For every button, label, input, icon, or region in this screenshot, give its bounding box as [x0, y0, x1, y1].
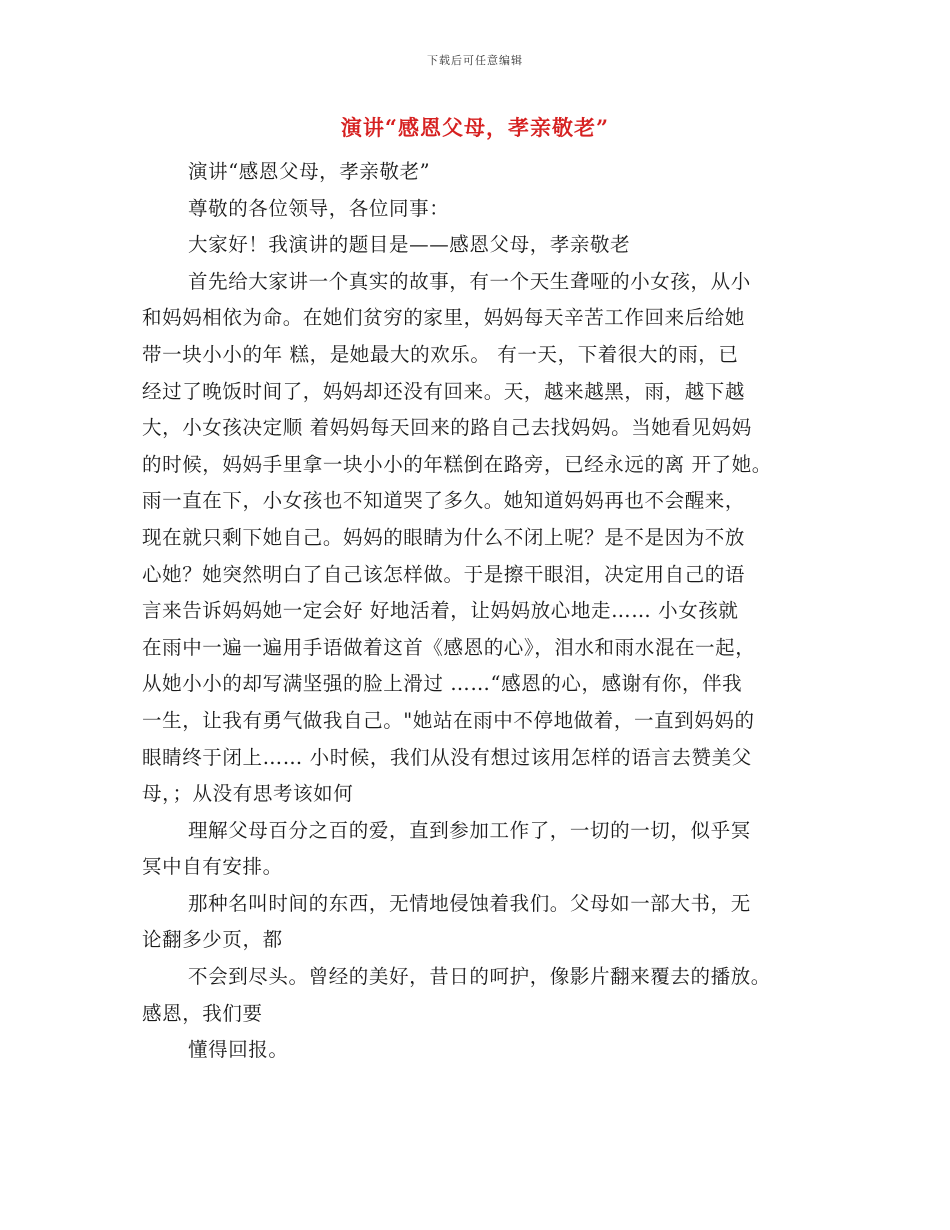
text-line: 一生，让我有勇气做我自己。"她站在雨中不停地做着，一直到妈妈的 [142, 708, 755, 732]
text-line: 演讲“感恩父母，孝亲敬老” [188, 160, 431, 183]
text-line: 尊敬的各位领导，各位同事： [188, 196, 450, 220]
text-line: 雨一直在下，小女孩也不知道哭了多久。她知道妈妈再也不会醒来， [142, 489, 746, 513]
text-line: 心她？她突然明白了自己该怎样做。于是擦干眼泪，决定用自己的语 [142, 562, 746, 586]
text-line: 带一块小小的年 糕，是她最大的欢乐。 有一天，下着很大的雨，已 [142, 342, 739, 366]
text-line: 大，小女孩决定顺 着妈妈每天回来的路自己去找妈妈。当她看见妈妈 [142, 416, 752, 440]
text-line: 大家好！我演讲的题目是——感恩父母，孝亲敬老 [188, 233, 631, 257]
text-line: 的时候，妈妈手里拿一块小小的年糕倒在路旁，已经永远的离 开了她。 [142, 452, 772, 476]
document-title: 演讲“感恩父母，孝亲敬老” [340, 115, 610, 140]
text-line: 母，；从没有思考该如何 [142, 782, 354, 806]
text-line: 经过了晚饭时间了，妈妈却还没有回来。天，越来越黑，雨，越下越 [142, 379, 746, 403]
document-body [142, 154, 822, 1069]
text-line: 和妈妈相依为命。在她们贫穷的家里，妈妈每天辛苦工作回来后给她 [142, 306, 746, 330]
text-line: 现在就只剩下她自己。妈妈的眼睛为什么不闭上呢？是不是因为不放 [142, 525, 746, 549]
text-line: 不会到尽头。曾经的美好，昔日的呵护，像影片翻来覆去的播放。 [188, 965, 771, 989]
text-line: 感恩，我们要 [142, 1001, 263, 1025]
page-header-note: 下载后可任意编辑 [427, 54, 523, 67]
text-line: 首先给大家讲一个真实的故事，有一个天生聋哑的小女孩，从小 [188, 269, 751, 293]
text-line: 论翻多少页，都 [142, 928, 283, 952]
text-line: 从她小小的却写满坚强的脸上滑过 ……“感恩的心，感谢有你，伴我 [142, 672, 743, 696]
text-line: 在雨中一遍一遍用手语做着这首《感恩的心》，泪水和雨水混在一起， [142, 635, 756, 659]
text-line: 那种名叫时间的东西，无情地侵蚀着我们。父母如一部大书，无 [188, 891, 751, 915]
text-line: 懂得回报。 [188, 1038, 289, 1062]
text-line: 理解父母百分之百的爱，直到参加工作了，一切的一切，似乎冥 [188, 818, 751, 842]
text-line: 言来告诉妈妈她一定会好 好地活着，让妈妈放心地走…… 小女孩就 [142, 599, 739, 623]
text-line: 眼睛终于闭上…… 小时候，我们从没有想过该用怎样的语言去赞美父 [142, 745, 752, 769]
text-line: 冥中自有安排。 [142, 855, 283, 879]
